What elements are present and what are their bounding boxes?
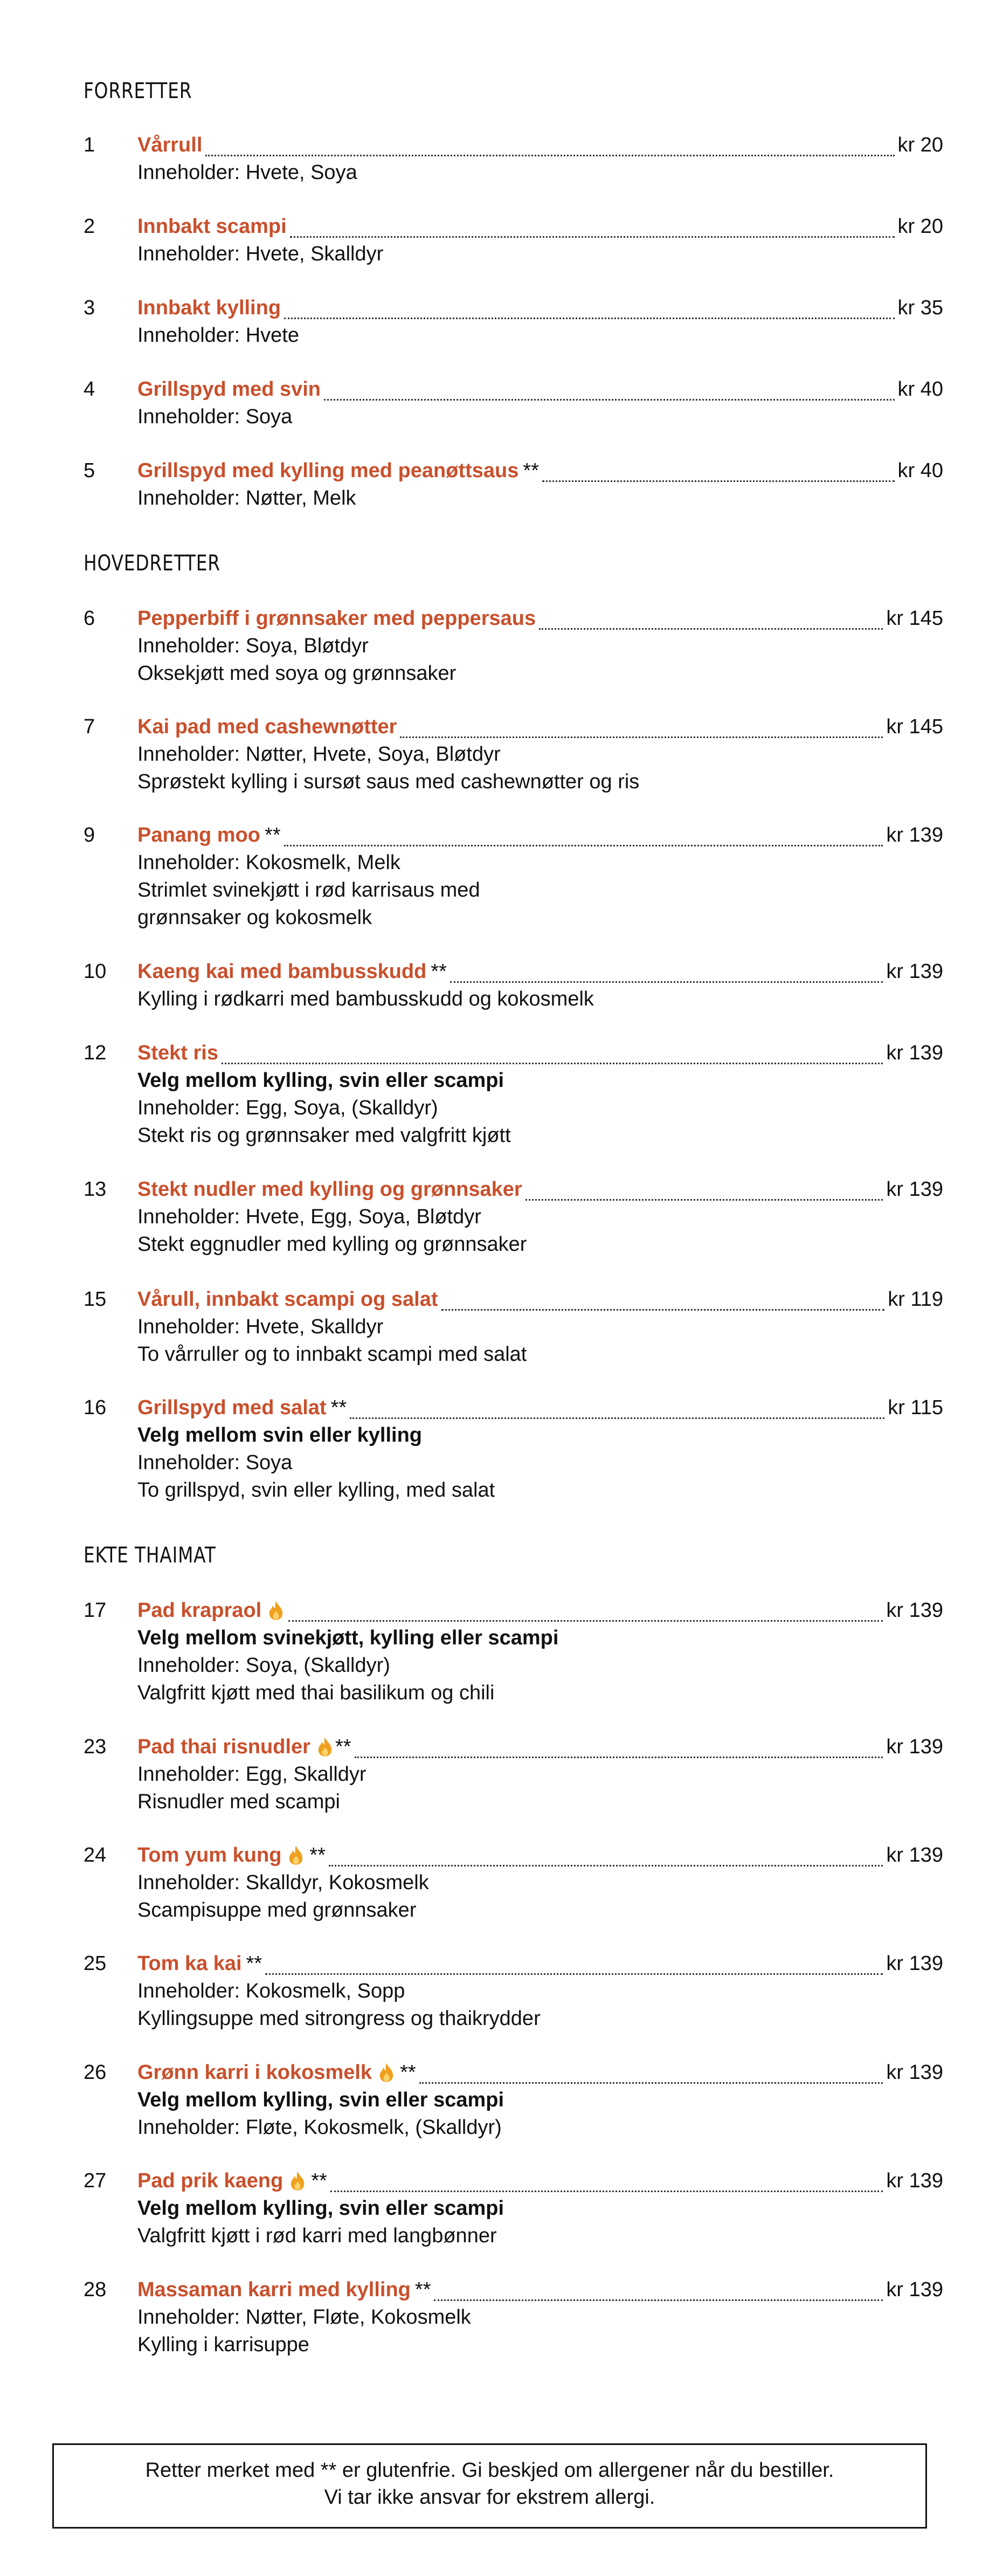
notice-line-2: Vi tar ikke ansvar for ekstrem allergi. (324, 2486, 655, 2509)
item-option: Velg mellom svin eller kylling (137, 1424, 422, 1447)
item-number: 4 (84, 378, 95, 401)
notice-line-1: Retter merket med ** er glutenfrie. Gi beskjed om allergener når du bestiller. (145, 2459, 834, 2482)
menu-item (84, 1950, 943, 2033)
item-price: kr 139 (886, 1042, 943, 1064)
gluten-free-mark: ** (414, 2278, 431, 2301)
section-title-hovedretter: HOVEDRETTER (84, 551, 220, 576)
menu-item (84, 1175, 943, 1258)
item-detail: Inneholder: Kokosmelk, Sopp (137, 1980, 405, 2002)
menu-item (84, 958, 943, 1013)
item-name: Pad krapraol (137, 1599, 262, 1622)
item-number: 10 (84, 960, 107, 983)
item-detail: Kyllingsuppe med sitrongress og thaikrydder (137, 2007, 541, 2030)
item-number: 3 (84, 297, 95, 319)
menu-item (84, 457, 943, 512)
item-detail: To vårruller og to innbakt scampi med salat (137, 1343, 527, 1366)
item-name: Stekt nudler med kylling og grønnsaker (137, 1178, 522, 1201)
menu-item (84, 2276, 943, 2359)
dot-leader (525, 1179, 883, 1201)
flame-icon (316, 1737, 334, 1757)
item-price: kr 35 (897, 297, 943, 319)
flame-icon (267, 1600, 285, 1621)
item-number: 16 (84, 1396, 107, 1419)
item-price: kr 145 (886, 607, 943, 630)
item-detail: Inneholder: Kokosmelk, Melk (137, 851, 400, 874)
item-number: 15 (84, 1288, 107, 1311)
item-detail: Sprøstekt kylling i sursøt saus med cashewnøtter og ris (137, 770, 640, 793)
menu-item (84, 1733, 943, 1816)
gluten-free-mark: ** (311, 2169, 327, 2192)
allergy-notice-box (52, 2443, 927, 2529)
item-price: kr 40 (897, 378, 943, 401)
flame-icon (377, 2062, 396, 2083)
item-detail: Kylling i rødkarri med bambusskudd og kokosmelk (137, 988, 594, 1010)
item-name: Grillspyd med kylling med peanøttsaus (137, 459, 519, 482)
menu-item (84, 212, 943, 268)
item-option: Velg mellom kylling, svin eller scampi (137, 2197, 504, 2220)
menu-item (84, 2167, 943, 2250)
item-detail: To grillspyd, svin eller kylling, med salat (137, 1479, 495, 1501)
item-price: kr 115 (888, 1396, 943, 1419)
item-name: Grillspyd med svin (137, 378, 321, 401)
item-name: Pad prik kaeng (137, 2169, 283, 2192)
dot-leader (288, 1600, 883, 1622)
dot-leader (284, 824, 883, 846)
item-detail: Inneholder: Hvete, Soya (137, 161, 357, 184)
item-detail: Inneholder: Soya, Bløtdyr (137, 635, 369, 657)
item-name: Vårrull (137, 134, 203, 156)
gluten-free-mark: ** (523, 459, 539, 482)
item-price: kr 139 (886, 1178, 943, 1201)
item-detail: Scampisuppe med grønnsaker (137, 1899, 417, 1921)
menu-item (84, 2058, 943, 2141)
item-detail: grønnsaker og kokosmelk (137, 906, 372, 929)
item-detail: Oksekjøtt med soya og grønnsaker (137, 662, 456, 685)
item-detail: Inneholder: Hvete, Egg, Soya, Bløtdyr (137, 1206, 481, 1228)
item-detail: Strimlet svinekjøtt i rød karrisaus med (137, 879, 480, 901)
section-title-forretter: FORRETTER (84, 79, 192, 104)
item-detail: Valgfritt kjøtt med thai basilikum og chili (137, 1682, 495, 1704)
item-name: Grillspyd med salat (137, 1396, 327, 1419)
item-price: kr 145 (886, 715, 943, 738)
item-detail: Inneholder: Fløte, Kokosmelk, (Skalldyr) (137, 2116, 502, 2139)
menu-item (84, 1841, 943, 1924)
dot-leader (290, 216, 895, 238)
item-option: Velg mellom kylling, svin eller scampi (137, 1069, 504, 1092)
flame-icon (287, 1845, 305, 1865)
menu-item (84, 375, 943, 431)
item-name: Stekt ris (137, 1042, 218, 1064)
gluten-free-mark: ** (309, 1844, 326, 1866)
item-number: 17 (84, 1599, 107, 1622)
item-detail: Inneholder: Egg, Skalldyr (137, 1763, 366, 1786)
item-name: Vårull, innbakt scampi og salat (137, 1288, 438, 1311)
gluten-free-mark: ** (400, 2061, 416, 2084)
item-number: 24 (84, 1844, 107, 1866)
item-number: 9 (84, 824, 95, 846)
item-price: kr 139 (886, 1599, 943, 1622)
item-price: kr 139 (886, 1844, 943, 1866)
dot-leader (400, 716, 883, 738)
item-number: 6 (84, 607, 95, 630)
dot-leader (324, 378, 895, 401)
item-number: 5 (84, 459, 95, 482)
item-detail: Inneholder: Soya, (Skalldyr) (137, 1654, 390, 1677)
item-detail: Inneholder: Egg, Soya, (Skalldyr) (137, 1097, 438, 1119)
item-name: Innbakt scampi (137, 215, 287, 238)
item-name: Tom ka kai (137, 1952, 242, 1975)
item-detail: Inneholder: Nøtter, Hvete, Soya, Bløtdyr (137, 743, 501, 766)
item-name: Tom yum kung (137, 1844, 282, 1866)
item-name: Massaman karri med kylling (137, 2278, 411, 2301)
menu-item (84, 604, 943, 687)
item-price: kr 139 (886, 1735, 943, 1758)
gluten-free-mark: ** (431, 960, 447, 983)
item-name: Kai pad med cashewnøtter (137, 715, 397, 738)
item-detail: Kylling i karrisuppe (137, 2333, 309, 2356)
gluten-free-mark: ** (265, 824, 281, 846)
item-name: Innbakt kylling (137, 297, 281, 319)
dot-leader (539, 608, 883, 630)
dot-leader (355, 1736, 883, 1758)
menu-item (84, 713, 943, 796)
gluten-free-mark: ** (246, 1952, 262, 1975)
item-price: kr 139 (886, 2278, 943, 2301)
item-detail: Inneholder: Skalldyr, Kokosmelk (137, 1871, 429, 1894)
item-price: kr 139 (886, 1952, 943, 1975)
dot-leader (434, 2279, 883, 2301)
item-number: 2 (84, 215, 95, 238)
gluten-free-mark: ** (330, 1396, 347, 1419)
item-price: kr 40 (897, 459, 943, 482)
menu-item (84, 1285, 943, 1368)
item-number: 13 (84, 1178, 107, 1201)
item-price: kr 139 (886, 824, 943, 846)
dot-leader (205, 134, 894, 156)
menu-item (84, 131, 943, 187)
item-number: 26 (84, 2061, 107, 2084)
item-number: 28 (84, 2278, 107, 2301)
item-price: kr 139 (886, 960, 943, 983)
item-detail: Stekt eggnudler med kylling og grønnsaker (137, 1233, 527, 1256)
dot-leader (441, 1289, 885, 1311)
item-option: Velg mellom kylling, svin eller scampi (137, 2089, 504, 2111)
dot-leader (329, 1844, 883, 1866)
item-detail: Inneholder: Nøtter, Fløte, Kokosmelk (137, 2306, 471, 2329)
menu-item (84, 1039, 943, 1149)
dot-leader (330, 2170, 883, 2192)
dot-leader (419, 2062, 883, 2084)
section-title-ekte-thaimat: EKTE THAIMAT (84, 1543, 216, 1568)
menu-item (84, 294, 943, 349)
item-number: 25 (84, 1952, 107, 1975)
item-detail: Valgfritt kjøtt i rød karri med langbønner (137, 2224, 497, 2247)
item-name: Pepperbiff i grønnsaker med peppersaus (137, 607, 536, 630)
menu-item (84, 1596, 943, 1707)
item-number: 12 (84, 1042, 107, 1064)
gluten-free-mark: ** (335, 1735, 351, 1758)
item-price: kr 20 (897, 134, 943, 156)
dot-leader (350, 1397, 884, 1419)
item-price: kr 119 (888, 1288, 943, 1311)
item-detail: Risnudler med scampi (137, 1790, 340, 1813)
item-number: 27 (84, 2169, 107, 2192)
dot-leader (265, 1953, 883, 1975)
item-detail: Inneholder: Hvete (137, 324, 299, 347)
flame-icon (288, 2171, 307, 2191)
item-price: kr 139 (886, 2061, 943, 2084)
dot-leader (222, 1042, 883, 1064)
item-detail: Inneholder: Hvete, Skalldyr (137, 243, 384, 265)
item-number: 23 (84, 1735, 107, 1758)
item-name: Kaeng kai med bambusskudd (137, 960, 427, 983)
item-detail: Inneholder: Soya (137, 1451, 293, 1474)
item-option: Velg mellom svinekjøtt, kylling eller scampi (137, 1627, 559, 1649)
item-number: 7 (84, 715, 95, 738)
item-number: 1 (84, 134, 95, 156)
menu-item (84, 1394, 943, 1504)
item-detail: Inneholder: Hvete, Skalldyr (137, 1315, 384, 1338)
item-name: Panang moo (137, 824, 261, 846)
item-name: Grønn karri i kokosmelk (137, 2061, 372, 2084)
dot-leader (542, 460, 895, 482)
menu-item (84, 821, 943, 932)
item-detail: Stekt ris og grønnsaker med valgfritt kjøtt (137, 1124, 511, 1147)
item-detail: Inneholder: Soya (137, 405, 293, 428)
item-price: kr 20 (897, 215, 943, 238)
dot-leader (450, 961, 883, 983)
item-detail: Inneholder: Nøtter, Melk (137, 487, 356, 509)
item-name: Pad thai risnudler (137, 1735, 310, 1758)
dot-leader (284, 297, 894, 319)
item-price: kr 139 (886, 2169, 943, 2192)
